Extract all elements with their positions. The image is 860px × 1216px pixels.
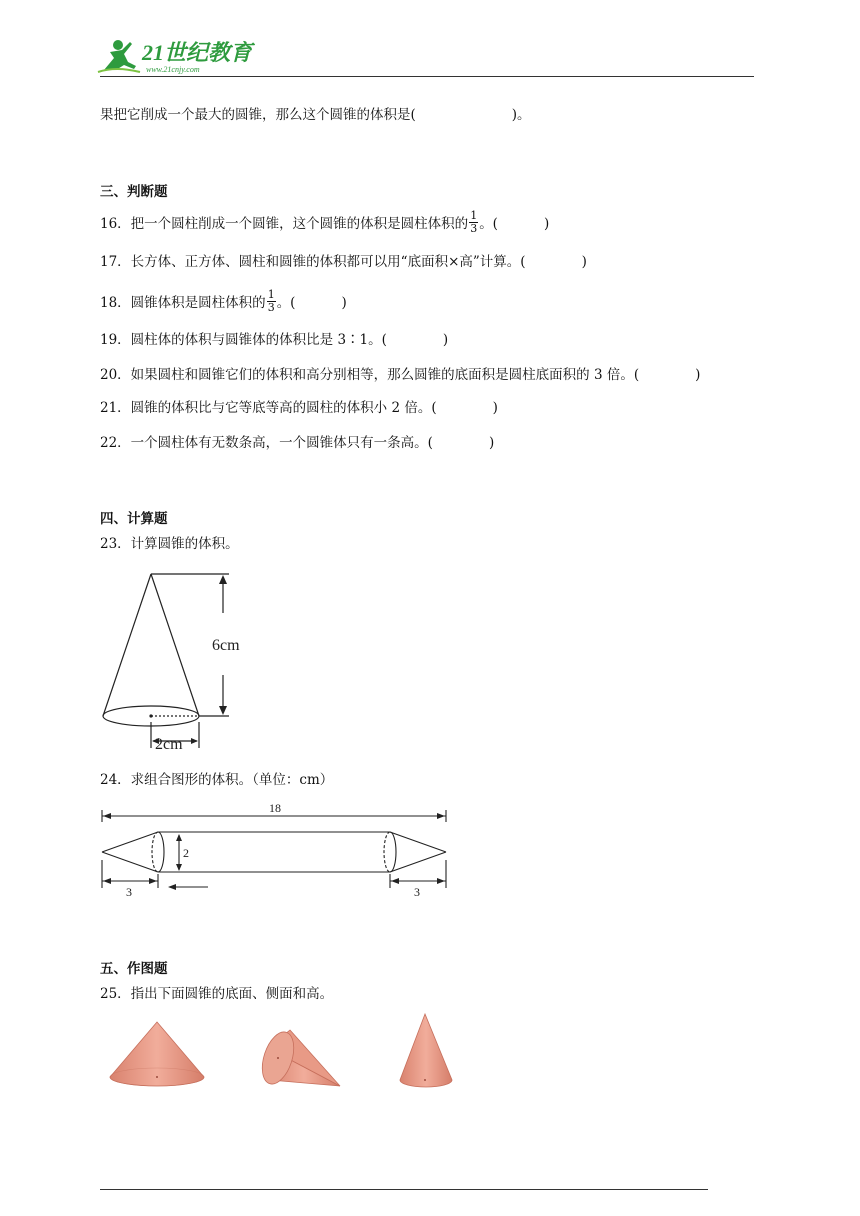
question-16: 16．把一个圆柱削成一个圆锥，这个圆锥的体积是圆柱体积的 $\frac{1}{3}$ 。( ) xyxy=(100,209,550,235)
question-23: 23．计算圆锥的体积。 xyxy=(100,536,239,552)
intro-line: 果把它削成一个最大的圆锥，那么这个圆锥的体积是( )。 xyxy=(100,107,531,123)
logo-text: 21世纪教育 xyxy=(142,40,253,65)
question-17: 17．长方体、正方体、圆柱和圆锥的体积都可以用“底面积×高”计算。( ) xyxy=(100,254,587,270)
section-title-judgement: 三、判断题 xyxy=(100,184,168,200)
radius-label: 2cm xyxy=(155,736,183,753)
question-24: 24．求组合图形的体积。（单位：cm） xyxy=(100,772,334,788)
question-25: 25．指出下面圆锥的底面、侧面和高。 xyxy=(100,986,334,1002)
question-20: 20．如果圆柱和圆锥它们的体积和高分别相等，那么圆锥的底面积是圆柱底面积的 3 倍。( ) xyxy=(100,367,701,383)
cone-wide xyxy=(110,1022,204,1086)
cones-row xyxy=(100,1010,480,1100)
diameter-label: 2 xyxy=(183,846,189,860)
question-18: 18．圆锥体积是圆柱体积的 $\frac{1}{3}$ 。( ) xyxy=(100,288,347,314)
question-22: 22．一个圆柱体有无数条高，一个圆锥体只有一条高。( ) xyxy=(100,435,495,451)
fraction-one-third: $\frac{1}{3}$ xyxy=(470,209,478,235)
left-cone-height-label: 3 xyxy=(126,885,132,899)
question-21: 21．圆锥的体积比与它等底等高的圆柱的体积小 2 倍。( ) xyxy=(100,400,498,416)
section-title-drawing: 五、作图题 xyxy=(100,961,168,977)
cone-tall xyxy=(400,1014,452,1087)
right-cone-height-label: 3 xyxy=(414,885,420,899)
footer-rule xyxy=(100,1189,708,1190)
logo xyxy=(96,36,266,78)
question-19: 19．圆柱体的体积与圆锥体的体积比是 3∶1。( ) xyxy=(100,332,449,348)
composite-figure xyxy=(95,800,455,904)
cone-tilted xyxy=(256,1028,340,1088)
height-label: 6cm xyxy=(212,637,240,654)
header-rule xyxy=(100,76,754,77)
logo-url: www.21cnjy.com xyxy=(146,65,200,74)
fraction-one-third: $\frac{1}{3}$ xyxy=(267,288,275,314)
total-length-label: 18 xyxy=(269,801,281,815)
logo-runner-icon xyxy=(98,40,140,72)
cone-figure xyxy=(95,565,265,755)
section-title-calculation: 四、计算题 xyxy=(100,511,168,527)
